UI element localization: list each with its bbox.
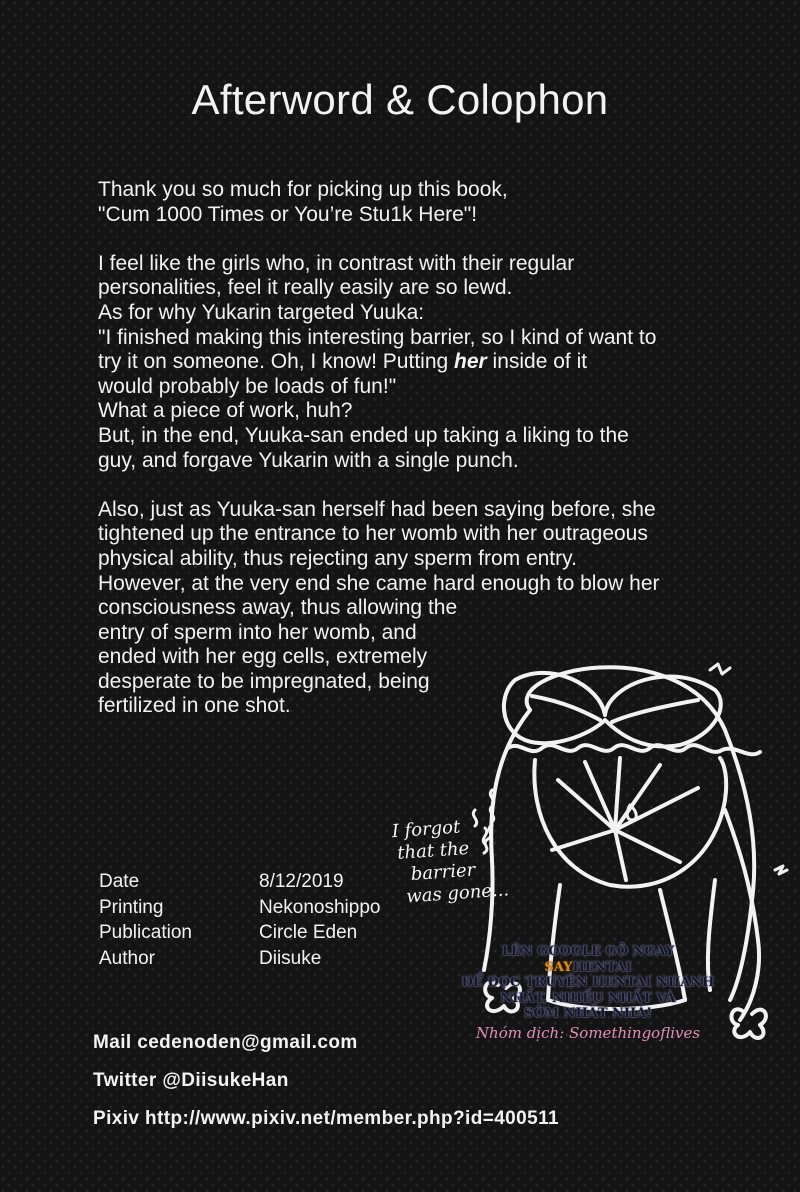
colophon-row-printing bbox=[99, 895, 380, 921]
text-line: personalities, feel it really easily are so lewd. bbox=[98, 276, 513, 300]
text-fragment: try it on someone. Oh, I know! Putting bbox=[98, 350, 455, 374]
text-line: As for why Yukarin targeted Yuuka: bbox=[98, 300, 425, 324]
text-line: physical ability, thus rejecting any sperm from entry. bbox=[98, 546, 577, 570]
text-line: consciousness away, thus allowing the bbox=[98, 596, 458, 620]
text-line: Thank you so much for picking up this book, bbox=[98, 178, 508, 201]
text-line: "I finished making this interesting barrier, so I kind of want to bbox=[98, 325, 657, 349]
colophon-label: Author bbox=[99, 947, 155, 969]
watermark-line: LÊN GOOGLE GÕ NGAY bbox=[501, 944, 675, 959]
note-line: that the bbox=[396, 837, 470, 864]
watermark-hentai: HENTAI bbox=[572, 959, 632, 975]
note-line: I forgot bbox=[391, 816, 461, 843]
paragraph-yukarin bbox=[98, 252, 778, 473]
text-line: Also, just as Yuuka-san herself had been saying before, she bbox=[98, 497, 656, 521]
colophon-row-author bbox=[99, 946, 380, 972]
contact-mail[interactable]: Mail cedenoden@gmail.com bbox=[93, 1032, 358, 1053]
colophon-value: Nekonoshippo bbox=[259, 896, 381, 918]
colophon-label: Publication bbox=[99, 922, 192, 943]
page-title: Afterword & Colophon bbox=[191, 76, 609, 123]
contact-twitter[interactable]: Twitter @DiisukeHan bbox=[93, 1070, 289, 1091]
text-fragment: inside of it bbox=[486, 350, 588, 374]
text-line: would probably be loads of fun!" bbox=[98, 374, 397, 398]
watermark-brand bbox=[418, 960, 758, 976]
contact-pixiv[interactable]: Pixiv http://www.pixiv.net/member.php?id=400511 bbox=[93, 1108, 559, 1129]
text-line: tightened up the entrance to her womb with her outrageous bbox=[98, 522, 648, 546]
contact-info bbox=[93, 1028, 559, 1142]
colophon-table bbox=[99, 869, 380, 971]
text-line: I feel like the girls who, in contrast with their regular bbox=[98, 251, 575, 275]
colophon-value: Diisuke bbox=[259, 947, 322, 969]
handwritten-note bbox=[391, 813, 517, 909]
translator-credit: Nhóm dịch: Somethingoflives bbox=[475, 1023, 701, 1042]
text-line: But, in the end, Yuuka-san ended up taking a liking to the bbox=[98, 423, 629, 447]
scanlation-watermark bbox=[418, 944, 758, 1041]
text-line: However, at the very end she came hard enough to blow her bbox=[98, 571, 660, 595]
text-line: entry of sperm into her womb, and bbox=[98, 620, 417, 644]
text-line: fertilized in one shot. bbox=[98, 694, 291, 718]
note-line: was gone... bbox=[405, 879, 510, 908]
text-line bbox=[98, 350, 778, 375]
text-line: guy, and forgave Yukarin with a single punch. bbox=[98, 448, 519, 472]
watermark-line: ĐỂ ĐỌC TRUYỆN HENTAI NHANH bbox=[461, 975, 715, 990]
text-line: ended with her egg cells, extremely bbox=[98, 645, 428, 669]
colophon-value: 8/12/2019 bbox=[259, 871, 344, 892]
note-line: barrier bbox=[410, 859, 476, 886]
text-line: "Cum 1000 Times or You’re Stu1k Here"! bbox=[98, 202, 478, 226]
colophon-value: Circle Eden bbox=[259, 922, 358, 943]
text-line: desperate to be impregnated, being bbox=[98, 669, 430, 693]
watermark-line: SỚM NHẤT NHÁ! bbox=[523, 1006, 653, 1021]
paragraph-thanks bbox=[98, 178, 778, 227]
watermark-say: SAY bbox=[544, 959, 573, 975]
colophon-label: Date bbox=[99, 871, 140, 892]
colophon-label: Printing bbox=[99, 896, 164, 918]
colophon-row-date bbox=[99, 869, 380, 895]
text-line: What a piece of work, huh? bbox=[98, 399, 353, 423]
emphasis-her: her bbox=[454, 350, 487, 374]
watermark-line: NHẤT, NHIỀU NHẤT VÀ bbox=[500, 990, 676, 1006]
colophon-row-publication bbox=[99, 920, 380, 946]
